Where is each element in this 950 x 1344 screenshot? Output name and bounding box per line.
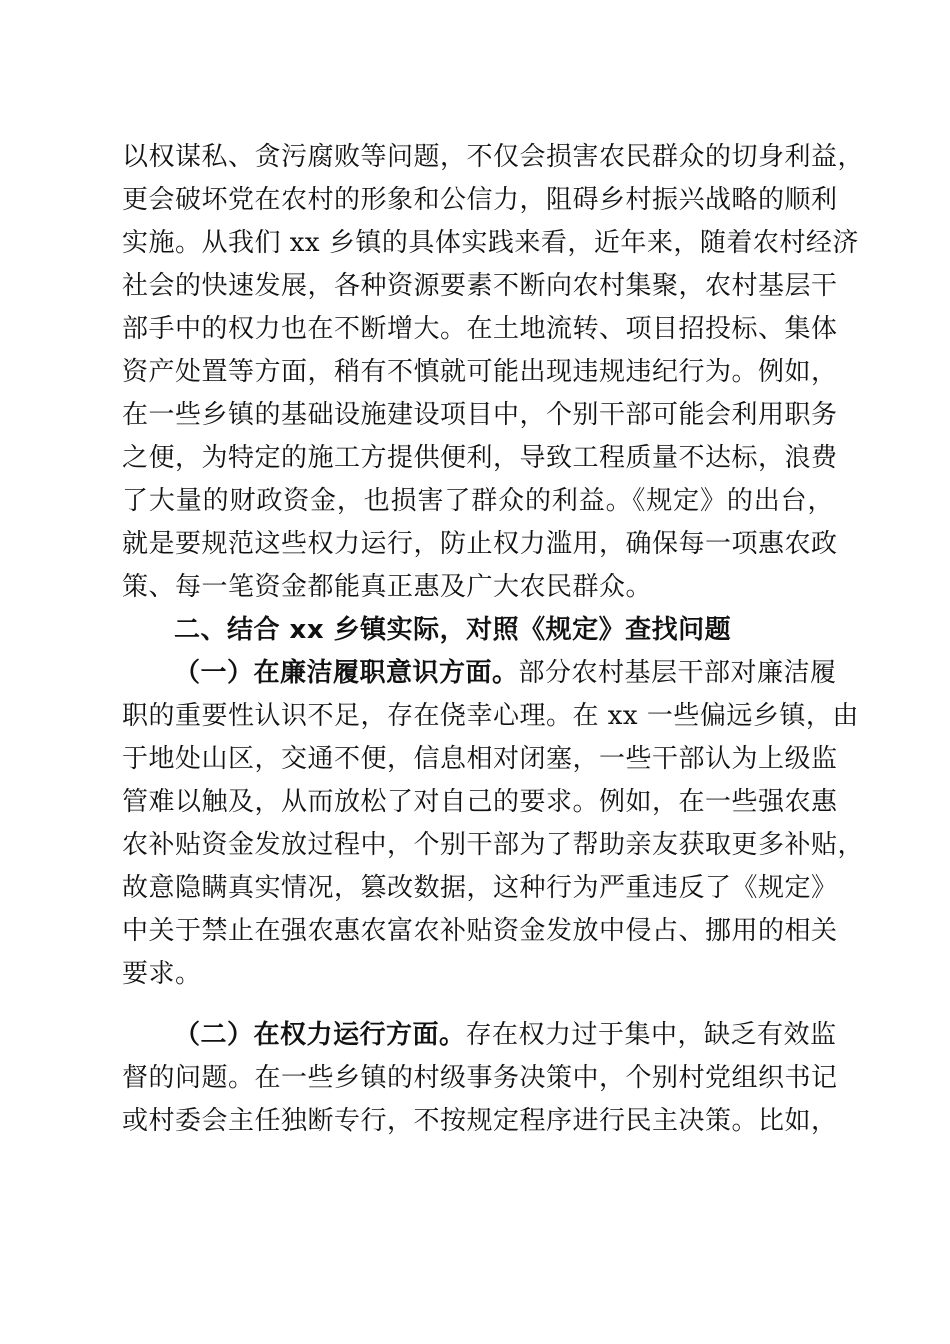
item-text: 部分农村基层干部对廉洁履 [518, 658, 837, 688]
text-line: 实施。从我们 xx 乡镇的具体实践来看，近年来，随着农村经济 [122, 228, 859, 258]
text-line: 了大量的财政资金，也损害了群众的利益。《规定》的出台， [122, 486, 834, 516]
document-body [122, 136, 865, 1143]
item-1 [122, 652, 865, 996]
text-line: 在一些乡镇的基础设施建设项目中，个别干部可能会利用职务 [122, 400, 838, 430]
text-line: 更会破坏党在农村的形象和公信力，阻碍乡村振兴战略的顺利 [122, 185, 838, 215]
item-text: 存在权力过于集中，缺乏有效监 [465, 1020, 837, 1050]
item-title: （二）在权力运行方面。 [174, 1020, 466, 1050]
text-line: 就是要规范这些权力运行，防止权力滥用，确保每一项惠农政 [122, 529, 838, 559]
text-line: 部手中的权力也在不断增大。在土地流转、项目招投标、集体 [122, 314, 838, 344]
text-line: 于地处山区，交通不便，信息相对闭塞，一些干部认为上级监 [122, 744, 838, 774]
item-2 [122, 1014, 838, 1143]
text-line: 之便，为特定的施工方提供便利，导致工程质量不达标，浪费 [122, 443, 838, 473]
text-line: 策、每一笔资金都能真正惠及广大农民群众。 [122, 572, 653, 602]
text-line: 中关于禁止在强农惠农富农补贴资金发放中侵占、挪用的相关 [122, 916, 838, 946]
text-line: 要求。 [122, 959, 202, 989]
text-line: 社会的快速发展，各种资源要素不断向农村集聚，农村基层干 [122, 271, 838, 301]
text-line: 故意隐瞒真实情况，篡改数据，这种行为严重违反了《规定》 [122, 873, 838, 903]
text-line: 管难以触及，从而放松了对自己的要求。例如，在一些强农惠 [122, 787, 838, 817]
item-first-line [122, 652, 837, 695]
paragraph-gap [122, 996, 834, 1014]
text-line: 资产处置等方面，稍有不慎就可能出现违规违纪行为。例如， [122, 357, 838, 387]
text-line: 以权谋私、贪污腐败等问题，不仅会损害农民群众的切身利益， [122, 142, 865, 172]
paragraph-1 [122, 136, 865, 609]
text-line: 或村委会主任独断专行，不按规定程序进行民主决策。比如， [122, 1106, 838, 1136]
section-heading: 二、结合 xx 乡镇实际，对照《规定》查找问题 [174, 615, 732, 645]
item-title: （一）在廉洁履职意识方面。 [174, 658, 519, 688]
text-line: 农补贴资金发放过程中，个别干部为了帮助亲友获取更多补贴， [122, 830, 865, 860]
text-line: 督的问题。在一些乡镇的村级事务决策中，个别村党组织书记 [122, 1063, 838, 1093]
text-line: 职的重要性认识不足，存在侥幸心理。在 xx 一些偏远乡镇，由 [122, 701, 859, 731]
item-first-line [122, 1014, 837, 1057]
